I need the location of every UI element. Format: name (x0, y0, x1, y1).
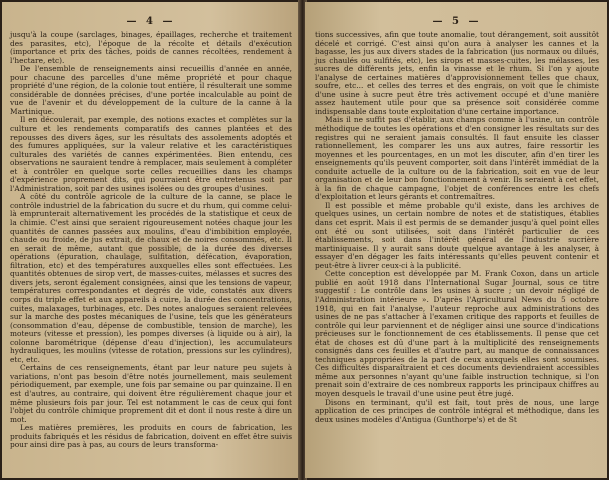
paragraph: Mais il ne suffit pas d'établir, aux champs comme à l'usine, un contrôle méthodique de toutes les opérations et d'en consigner les résultats sur des registres qui ne seraient jamais consultés. Il faut ensuite les classer rationnellement, les comparer les uns aux autres, faire ressortir les moyennes et les pourcentages, en un mot les discuter, afin d'en tirer les enseignements qu'ils peuvent comporter, soit dans l'intérêt immédiat de la conduite actuelle de la culture ou de la fabrication, soit en vue de leur organisation et de leur bon fonctionnement à venir. Ils seraient à cet effet, à la fin de chaque campagne, l'objet de conférences entre les chefs d'exploitation et leurs gérants et contremaîtres. (315, 115, 599, 202)
paragraph: jusqu'à la coupe (sarclages, binages, épaillages, recherche et traitement des parasites, etc), l'époque de la récolte et détails d'exécution (importance et prix des tâches, poids de cannes récoltées, rendement à l'hectare, etc). (10, 30, 292, 65)
paragraph: Les matières premières, les produits en cours de fabrication, les produits fabriqués et les résidus de fabrication, doivent en effet être suivis pour ainsi dire pas à pas, au cours de leurs transforma- (10, 423, 292, 450)
paragraph: Cette conception est développée par M. Frank Coxon, dans un article publié en août 1918 dans l'International Sugar Journal, sous ce titre suggestif : Le contrôle dans les usines à sucre ; un devoir négligé de l'Administration intérieure ». D'après l'Agricultural News du 5 octobre 1918, qui en fait l'analyse, l'auteur reproche aux administrations des usines de ne pas s'attacher à l'examen critique des rapports et feuilles de contrôle qui leur parviennent et de négliger ainsi une source d'indications précieuses sur le fonctionnement de ces établissements. Il pense que cet état de choses est dû d'une part à la multiplicité des renseignements consignés dans ces feuilles et d'autre part, au manque de connaissances techniques appropriées de la part de ceux auxquels elles sont soumises. Ces difficultés disparaîtraient et ces documents deviendraient accessibles même aux personnes n'ayant qu'une faible instruction technique, si l'on prenait soin d'extraire de ces nombreux rapports les principaux chiffres au moyen desquels le travail d'une usine peut être jugé. (315, 269, 599, 398)
paragraph: De l'ensemble de renseignements ainsi recueillis d'année en année, pour chacune des parcelles d'une même propriété et pour chaque propriété d'une région, de la colonie tout entière, il résulterait une somme considérable de données précises, d'une portée incalculable au point de vue de l'avenir et du développement de la culture de la canne à la Martinique. (10, 64, 292, 116)
paragraph: Il est possible et même probable qu'il existe, dans les archives de quelques usines, un certain nombre de notes et de statistiques, établies dans cet esprit. Mais il est permis de se demander jusqu'à quel point elles ont été ou sont utilisées, soit dans l'intérêt particulier de ces établissements, soit dans l'intérêt général de l'industrie sucrière martiniquaise. Il y aurait sans doute quelque avantage à les analyser, à essayer d'en dégager les faits intéressants qu'elles peuvent contenir et peut-être à livrer ceux-ci à la publicité. (315, 200, 599, 270)
page-number: — 4 — (126, 16, 176, 27)
paper-stain (122, 232, 182, 272)
page-number: — 5 — (432, 16, 482, 27)
paragraph: Disons en terminant, qu'il est fait, tout près de nous, une large application de ces principes de contrôle intégral et méthodique, dans les deux usines modèles d'Antigua (Gunthorpe's) et de St (315, 397, 599, 424)
paragraph: tions successives, afin que toute anomalie, tout dérangement, soit aussitôt décelé et corrigé. C'est ainsi qu'on aura à analyser les cannes et la bagasse, les jus aux divers stades de la fabrication (jus normaux ou dilués, jus chaulés ou sulfités, etc), les sirops et masses-cuites, les mélasses, les sucres de différents jets, enfin la vinasse et le rhum. Si l'on y ajoute l'analyse de certaines matières d'approvisionnement telles que chaux, soufre, etc... et celles des terres et des engrais, on voit que le chimiste d'une usine à sucre peut être très activement occupé et d'une manière assez hautement utile pour que sa présence soit considérée comme indispensable dans toute exploitation d'une certaine importance. (315, 30, 599, 116)
paper-stain (485, 62, 535, 92)
right-page (305, 2, 607, 478)
paragraph: A côté du contrôle agricole de la culture de la canne, se place le contrôle industriel de la fabrication du sucre et du rhum, qui comme celui-là emprunterait alternativement les procédés de la statistique et ceux de la chimie. C'est ainsi que seraient rigoureusement notées chaque jour les quantités de cannes passées aux moulins, d'eau d'imbibition employée, chaude ou froide, de jus extrait, de chaux et de noires consommés, etc. Il en serait de même, autant que possible, de la durée des diverses opérations (épuration, chaulage, sulfitation, défécation, évaporation, filtration, etc) et des températures auxquelles elles sont effectuées. Les quantités obtenues de sirop vert, de masses-cuites, mélasses et sucres des divers jets, seront également consignées, ainsi que les tensions de vapeur, températures correspondantes et degrés de vide, constatés aux divers corps du triple effet et aux appareils à cuire, la durée des concentrations, cuites, malaxages, turbinages, etc. Des notes analogues seraient relevées sur la marche des postes mécaniques de l'usine, tels que les générateurs (consommation d'eau, dépense de combustible, tension de marche), les moteurs (vitesse et pression), les pompes diverses (à liquide ou à air), la colonne barométrique (dépense d'eau d'injection), les accumulateurs hydrauliques, les moulins (vitesse de rotation, pressions sur les cylindres), etc, etc. (10, 192, 292, 364)
paragraph: Certains de ces renseignements, étant par leur nature peu sujets à variations, n'ont pas besoin d'être notés journellement, mais seulement périodiquement, par exemple, une fois par semaine ou par quinzaine. Il en est d'autres, au contraire, qui doivent être régulièrement chaque jour et même plusieurs fois par jour. Tel est notamment le cas de ceux qui font l'objet du contrôle chimique proprement dit et dont il nous reste à dire un mot. (10, 363, 292, 424)
left-page (2, 2, 300, 478)
paragraph: Il en découlerait, par exemple, des notions exactes et complètes sur la culture et les rendements comparatifs des cannes plantées et des repousses des divers âges, sur les résultats des assolements adoptés et des fumures appliquées, sur la valeur relative et les caractéristiques culturales des variétés de cannes expérimentées. Bien entendu, ces observations ne sauraient tendre à remplacer, mais seulement à compléter et à contrôler en quelque sorte celles recueillies dans les champs d'expérience proprement dits, qui pourraient être entretenus soit par l'Administration, soit par des usines isolées ou des groupes d'usines. (10, 115, 292, 193)
